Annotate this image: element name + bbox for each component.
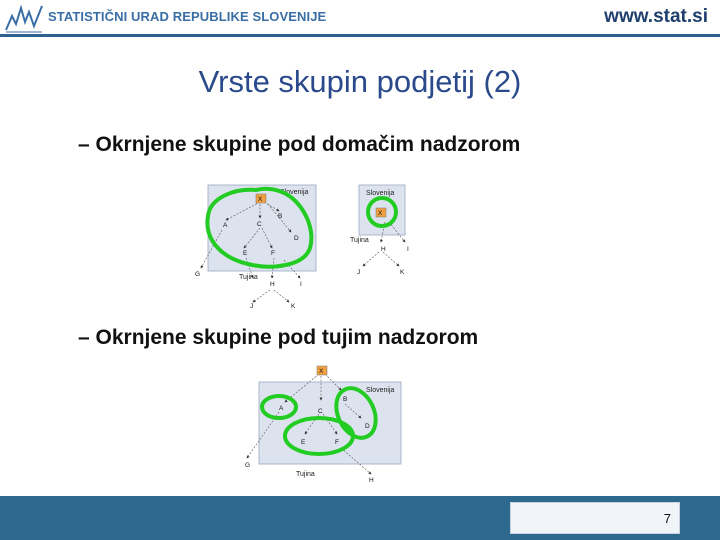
svg-text:F: F — [271, 250, 275, 257]
website-url: www.stat.si — [604, 6, 708, 27]
svg-text:B: B — [278, 213, 283, 220]
svg-text:F: F — [335, 439, 339, 446]
region-tujina-label: Tujina — [296, 471, 315, 478]
region-tujina-label: Tujina — [350, 237, 369, 244]
svg-text:X: X — [378, 210, 383, 217]
diagram-foreign — [233, 362, 403, 492]
svg-text:X: X — [258, 196, 263, 203]
diagram-domestic-1 — [186, 180, 326, 320]
svg-text:G: G — [245, 462, 251, 469]
region-tujina-label: Tujina — [239, 274, 258, 281]
svg-text:G: G — [195, 271, 201, 278]
svg-text:K: K — [291, 303, 296, 310]
page-number: 7 — [663, 511, 671, 526]
bullet-domestic-control: – Okrnjene skupine pod domačim nadzorom — [78, 133, 521, 156]
svg-text:D: D — [365, 423, 370, 430]
svg-text:H: H — [270, 281, 275, 288]
org-name: STATISTIČNI URAD REPUBLIKE SLOVENIJE — [48, 9, 327, 24]
svg-text:C: C — [318, 408, 323, 415]
svg-text:J: J — [357, 269, 361, 276]
svg-text:D: D — [294, 235, 299, 242]
svg-text:X: X — [319, 368, 324, 375]
svg-text:C: C — [257, 221, 262, 228]
header-bar — [0, 0, 720, 34]
svg-text:A: A — [279, 405, 284, 412]
region-slovenia-label: Slovenija — [366, 190, 395, 197]
svg-text:A: A — [223, 222, 228, 229]
svg-text:J: J — [250, 303, 254, 310]
svg-text:E: E — [301, 439, 306, 446]
diagram-domestic-2 — [345, 180, 425, 280]
page-number-box — [510, 502, 680, 534]
slide-title: Vrste skupin podjetij (2) — [198, 64, 522, 99]
svg-text:I: I — [407, 246, 409, 253]
header-divider — [0, 34, 720, 37]
region-slovenia-label: Slovenija — [280, 189, 309, 196]
svg-text:H: H — [381, 246, 386, 253]
svg-text:E: E — [243, 250, 248, 257]
sursi-logo-icon — [4, 2, 44, 34]
svg-text:K: K — [400, 269, 405, 276]
svg-text:B: B — [343, 396, 348, 403]
region-slovenia-label: Slovenija — [366, 387, 395, 394]
svg-text:I: I — [300, 281, 302, 288]
bullet-foreign-control: – Okrnjene skupine pod tujim nadzorom — [78, 326, 479, 349]
svg-text:H: H — [369, 477, 374, 484]
